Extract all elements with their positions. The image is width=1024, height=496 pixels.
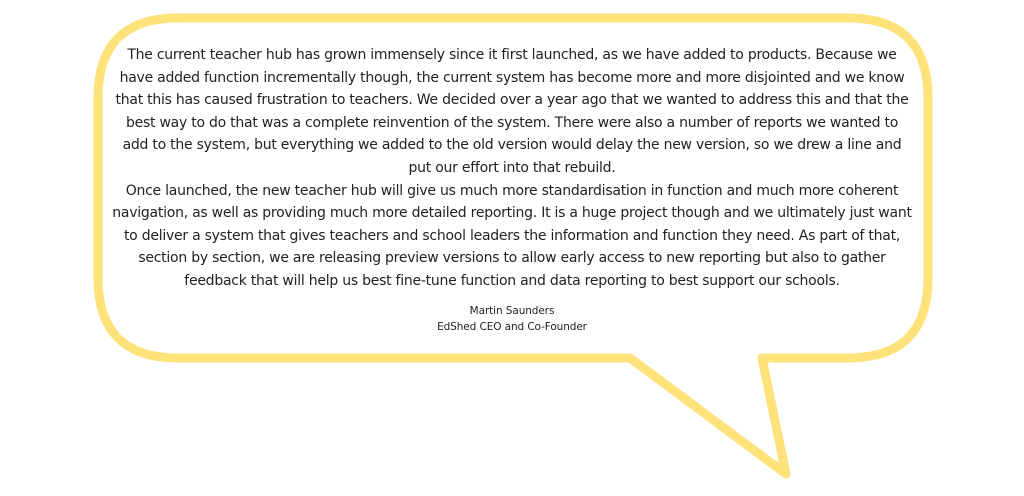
author-role: EdShed CEO and Co-Founder [437,320,587,333]
quote-paragraph-2: Once launched, the new teacher hub will give us much more standardisation in function and much more coherent navigation, as well as providing much more detailed reporting. It is a huge project though and we ultimately just want to deliver a system that gives teachers and school leaders the information and function they need. As part of that, section by section, we are releasing preview versions to allow early access to new reporting but also to gather feedback that will help us best fine-tune function and data reporting to best support our schools. [112,182,912,289]
quote-block [112,44,912,335]
author-name: Martin Saunders [469,304,555,317]
attribution [112,303,912,335]
quote-paragraph-1: The current teacher hub has grown immensely since it first launched, as we have added to products. Because we have added function incrementally though, the current system has become more and more disjointed and we know that this has caused frustration to teachers. We decided over a year ago that we wanted to address this and that the best way to do that was a complete reinvention of the system. There were also a number of reports we wanted to add to the system, but everything we added to the old version would delay the new version, so we drew a line and put our effort into that rebuild. [115,47,909,176]
